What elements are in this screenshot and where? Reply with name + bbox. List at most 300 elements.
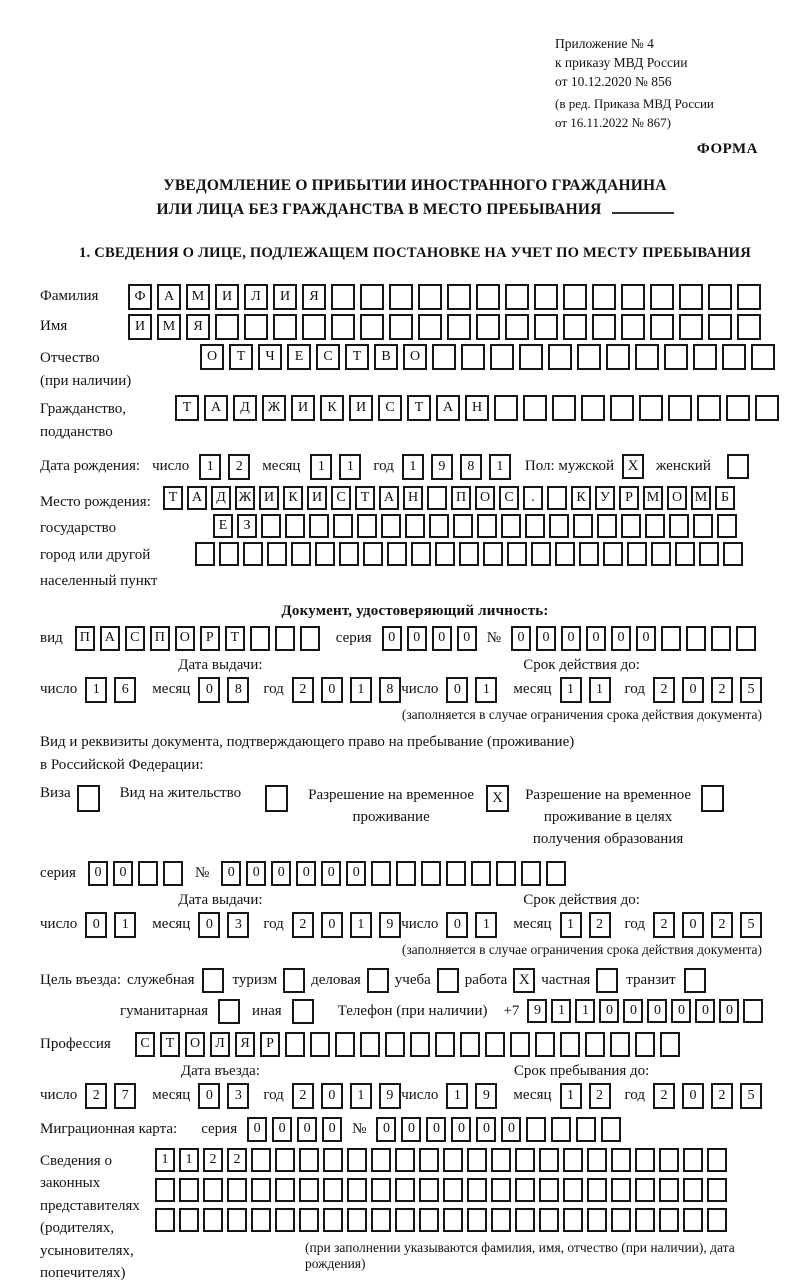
char-cell[interactable] [250, 626, 270, 651]
char-cell[interactable] [385, 1032, 405, 1057]
char-cell[interactable]: Л [244, 284, 268, 310]
char-cell[interactable] [501, 514, 521, 538]
temp-residence-edu-checkbox[interactable] [701, 785, 724, 812]
char-cell[interactable] [587, 1208, 607, 1232]
char-cell[interactable]: 2 [711, 912, 733, 938]
char-cell[interactable] [635, 344, 659, 370]
char-cell[interactable] [477, 514, 497, 538]
char-cell[interactable] [299, 1178, 319, 1202]
char-cell[interactable]: Ф [128, 284, 152, 310]
char-cell[interactable] [515, 1178, 535, 1202]
char-cell[interactable] [396, 861, 416, 886]
char-cell[interactable] [419, 1148, 439, 1172]
char-cell[interactable]: 3 [227, 1083, 249, 1109]
char-cell[interactable]: Н [403, 486, 423, 510]
char-cell[interactable] [669, 514, 689, 538]
char-cell[interactable]: 1 [560, 912, 582, 938]
char-cell[interactable]: 0 [346, 861, 366, 886]
char-cell[interactable]: П [451, 486, 471, 510]
char-cell[interactable] [273, 314, 297, 340]
char-cell[interactable] [419, 1208, 439, 1232]
char-cell[interactable] [371, 1208, 391, 1232]
char-cell[interactable] [597, 514, 617, 538]
char-cell[interactable] [661, 626, 681, 651]
char-cell[interactable] [659, 1148, 679, 1172]
char-cell[interactable]: 0 [599, 999, 619, 1023]
char-cell[interactable]: И [291, 395, 315, 421]
citizenship-input[interactable] [175, 395, 779, 421]
char-cell[interactable] [611, 1148, 631, 1172]
char-cell[interactable] [389, 284, 413, 310]
char-cell[interactable] [515, 1148, 535, 1172]
char-cell[interactable]: О [175, 626, 195, 651]
char-cell[interactable] [650, 314, 674, 340]
char-cell[interactable] [163, 861, 183, 886]
char-cell[interactable] [534, 314, 558, 340]
char-cell[interactable] [491, 1148, 511, 1172]
char-cell[interactable] [227, 1208, 247, 1232]
char-cell[interactable]: З [237, 514, 257, 538]
char-cell[interactable] [659, 1178, 679, 1202]
char-cell[interactable]: Н [465, 395, 489, 421]
char-cell[interactable]: И [349, 395, 373, 421]
stay-doc-issue-day-input[interactable] [85, 912, 136, 938]
char-cell[interactable]: Р [260, 1032, 280, 1057]
char-cell[interactable] [315, 542, 335, 566]
char-cell[interactable] [573, 514, 593, 538]
char-cell[interactable] [519, 344, 543, 370]
birth-year-input[interactable] [402, 454, 511, 480]
char-cell[interactable] [395, 1178, 415, 1202]
char-cell[interactable]: 2 [653, 1083, 675, 1109]
char-cell[interactable] [179, 1208, 199, 1232]
char-cell[interactable] [548, 344, 572, 370]
char-cell[interactable] [664, 344, 688, 370]
char-cell[interactable] [592, 314, 616, 340]
char-cell[interactable]: 1 [489, 454, 511, 480]
char-cell[interactable] [476, 284, 500, 310]
purpose-business-checkbox[interactable] [367, 968, 389, 993]
char-cell[interactable] [267, 542, 287, 566]
char-cell[interactable] [639, 395, 663, 421]
char-cell[interactable] [395, 1208, 415, 1232]
char-cell[interactable] [476, 314, 500, 340]
char-cell[interactable] [483, 542, 503, 566]
char-cell[interactable] [323, 1178, 343, 1202]
stay-doc-valid-year-input[interactable] [653, 912, 762, 938]
char-cell[interactable]: А [157, 284, 181, 310]
migration-card-number-input[interactable] [376, 1117, 621, 1142]
migration-card-series-input[interactable] [247, 1117, 342, 1142]
char-cell[interactable] [547, 486, 567, 510]
identity-valid-year-input[interactable] [653, 677, 762, 703]
char-cell[interactable] [563, 1208, 583, 1232]
char-cell[interactable] [531, 542, 551, 566]
char-cell[interactable] [395, 1148, 415, 1172]
char-cell[interactable] [387, 542, 407, 566]
char-cell[interactable]: К [283, 486, 303, 510]
char-cell[interactable]: П [150, 626, 170, 651]
purpose-work-checkbox[interactable]: X [513, 968, 535, 993]
char-cell[interactable]: 1 [339, 454, 361, 480]
char-cell[interactable] [323, 1208, 343, 1232]
char-cell[interactable] [432, 344, 456, 370]
char-cell[interactable]: 6 [114, 677, 136, 703]
char-cell[interactable]: Л [210, 1032, 230, 1057]
birth-place-input-row3[interactable] [195, 542, 743, 566]
char-cell[interactable]: Т [225, 626, 245, 651]
char-cell[interactable] [675, 542, 695, 566]
char-cell[interactable]: 0 [322, 1117, 342, 1142]
char-cell[interactable] [275, 1178, 295, 1202]
char-cell[interactable] [611, 1208, 631, 1232]
char-cell[interactable]: 0 [611, 626, 631, 651]
char-cell[interactable] [683, 1148, 703, 1172]
char-cell[interactable]: 0 [246, 861, 266, 886]
char-cell[interactable] [736, 626, 756, 651]
char-cell[interactable] [347, 1208, 367, 1232]
char-cell[interactable] [743, 999, 763, 1023]
char-cell[interactable] [635, 1208, 655, 1232]
char-cell[interactable] [371, 1178, 391, 1202]
char-cell[interactable] [549, 514, 569, 538]
stay-doc-issue-month-input[interactable] [198, 912, 249, 938]
char-cell[interactable] [621, 284, 645, 310]
char-cell[interactable] [601, 1117, 621, 1142]
char-cell[interactable] [331, 314, 355, 340]
char-cell[interactable] [389, 314, 413, 340]
char-cell[interactable] [335, 1032, 355, 1057]
char-cell[interactable] [668, 395, 692, 421]
char-cell[interactable]: 2 [292, 912, 314, 938]
birth-month-input[interactable] [310, 454, 361, 480]
char-cell[interactable] [453, 514, 473, 538]
char-cell[interactable]: 0 [198, 677, 220, 703]
char-cell[interactable]: 1 [475, 912, 497, 938]
char-cell[interactable]: 0 [271, 861, 291, 886]
char-cell[interactable]: . [523, 486, 543, 510]
char-cell[interactable]: Р [200, 626, 220, 651]
char-cell[interactable]: 0 [382, 626, 402, 651]
char-cell[interactable] [219, 542, 239, 566]
char-cell[interactable]: 0 [297, 1117, 317, 1142]
char-cell[interactable] [261, 514, 281, 538]
char-cell[interactable] [551, 1117, 571, 1142]
char-cell[interactable] [460, 1032, 480, 1057]
char-cell[interactable]: А [100, 626, 120, 651]
char-cell[interactable]: И [128, 314, 152, 340]
char-cell[interactable]: 1 [551, 999, 571, 1023]
char-cell[interactable] [577, 344, 601, 370]
char-cell[interactable] [447, 284, 471, 310]
char-cell[interactable]: М [186, 284, 210, 310]
char-cell[interactable] [446, 861, 466, 886]
char-cell[interactable] [155, 1178, 175, 1202]
char-cell[interactable]: Т [160, 1032, 180, 1057]
purpose-tourism-checkbox[interactable] [283, 968, 305, 993]
char-cell[interactable] [611, 1178, 631, 1202]
stay-until-month-input[interactable] [560, 1083, 611, 1109]
char-cell[interactable]: 0 [401, 1117, 421, 1142]
char-cell[interactable] [525, 514, 545, 538]
char-cell[interactable] [606, 344, 630, 370]
char-cell[interactable] [291, 542, 311, 566]
char-cell[interactable]: 1 [350, 912, 372, 938]
char-cell[interactable] [697, 395, 721, 421]
char-cell[interactable] [467, 1208, 487, 1232]
char-cell[interactable]: 0 [426, 1117, 446, 1142]
char-cell[interactable] [563, 314, 587, 340]
sex-female-checkbox[interactable] [727, 454, 749, 479]
char-cell[interactable]: С [499, 486, 519, 510]
char-cell[interactable] [421, 861, 441, 886]
identity-doc-number-input[interactable] [511, 626, 756, 651]
char-cell[interactable]: С [378, 395, 402, 421]
char-cell[interactable] [592, 284, 616, 310]
char-cell[interactable] [737, 284, 761, 310]
char-cell[interactable]: И [307, 486, 327, 510]
char-cell[interactable]: 8 [227, 677, 249, 703]
char-cell[interactable] [651, 542, 671, 566]
char-cell[interactable] [381, 514, 401, 538]
char-cell[interactable] [243, 542, 263, 566]
char-cell[interactable] [309, 514, 329, 538]
purpose-study-checkbox[interactable] [437, 968, 459, 993]
char-cell[interactable]: 2 [228, 454, 250, 480]
char-cell[interactable] [546, 861, 566, 886]
legal-reps-input-row3[interactable] [155, 1208, 790, 1232]
stay-doc-series-input[interactable] [88, 861, 183, 886]
char-cell[interactable]: 0 [671, 999, 691, 1023]
char-cell[interactable]: 0 [636, 626, 656, 651]
char-cell[interactable] [650, 284, 674, 310]
char-cell[interactable]: Т [345, 344, 369, 370]
char-cell[interactable] [427, 486, 447, 510]
char-cell[interactable]: 5 [740, 1083, 762, 1109]
char-cell[interactable]: И [259, 486, 279, 510]
char-cell[interactable]: И [215, 284, 239, 310]
char-cell[interactable] [496, 861, 516, 886]
char-cell[interactable] [227, 1178, 247, 1202]
char-cell[interactable] [621, 514, 641, 538]
char-cell[interactable] [251, 1178, 271, 1202]
char-cell[interactable] [419, 1178, 439, 1202]
phone-input[interactable] [527, 999, 763, 1023]
char-cell[interactable]: Я [186, 314, 210, 340]
birth-place-input-row2[interactable] [213, 514, 743, 538]
char-cell[interactable] [711, 626, 731, 651]
char-cell[interactable] [679, 284, 703, 310]
char-cell[interactable] [418, 314, 442, 340]
char-cell[interactable] [360, 314, 384, 340]
char-cell[interactable]: 0 [407, 626, 427, 651]
char-cell[interactable]: 5 [740, 912, 762, 938]
given-name-input[interactable] [128, 314, 761, 340]
char-cell[interactable] [707, 1148, 727, 1172]
char-cell[interactable] [179, 1178, 199, 1202]
char-cell[interactable]: О [403, 344, 427, 370]
char-cell[interactable]: И [273, 284, 297, 310]
char-cell[interactable]: 1 [560, 677, 582, 703]
entry-month-input[interactable] [198, 1083, 249, 1109]
char-cell[interactable]: Я [302, 284, 326, 310]
purpose-transit-checkbox[interactable] [684, 968, 706, 993]
char-cell[interactable] [563, 1148, 583, 1172]
char-cell[interactable] [635, 1178, 655, 1202]
char-cell[interactable]: М [157, 314, 181, 340]
char-cell[interactable] [347, 1148, 367, 1172]
char-cell[interactable] [621, 314, 645, 340]
char-cell[interactable]: Р [619, 486, 639, 510]
char-cell[interactable] [443, 1208, 463, 1232]
char-cell[interactable]: 0 [113, 861, 133, 886]
char-cell[interactable]: 0 [457, 626, 477, 651]
char-cell[interactable] [708, 284, 732, 310]
identity-doc-kind-input[interactable] [75, 626, 320, 651]
char-cell[interactable]: 2 [203, 1148, 223, 1172]
legal-reps-input-row2[interactable] [155, 1178, 790, 1202]
residence-permit-checkbox[interactable] [265, 785, 288, 812]
char-cell[interactable] [515, 1208, 535, 1232]
char-cell[interactable]: 2 [589, 912, 611, 938]
char-cell[interactable]: 0 [561, 626, 581, 651]
char-cell[interactable]: Т [355, 486, 375, 510]
char-cell[interactable] [726, 395, 750, 421]
char-cell[interactable]: 0 [198, 912, 220, 938]
char-cell[interactable]: 0 [432, 626, 452, 651]
char-cell[interactable]: Ч [258, 344, 282, 370]
char-cell[interactable] [635, 1148, 655, 1172]
char-cell[interactable] [494, 395, 518, 421]
char-cell[interactable] [507, 542, 527, 566]
char-cell[interactable]: 1 [589, 677, 611, 703]
char-cell[interactable]: Б [715, 486, 735, 510]
char-cell[interactable] [360, 1032, 380, 1057]
char-cell[interactable]: 0 [85, 912, 107, 938]
char-cell[interactable] [539, 1148, 559, 1172]
char-cell[interactable]: С [331, 486, 351, 510]
char-cell[interactable] [534, 284, 558, 310]
char-cell[interactable] [587, 1148, 607, 1172]
char-cell[interactable]: У [595, 486, 615, 510]
char-cell[interactable]: 0 [321, 677, 343, 703]
char-cell[interactable] [560, 1032, 580, 1057]
char-cell[interactable] [679, 314, 703, 340]
char-cell[interactable]: 1 [560, 1083, 582, 1109]
char-cell[interactable] [467, 1178, 487, 1202]
char-cell[interactable]: Д [211, 486, 231, 510]
char-cell[interactable]: С [135, 1032, 155, 1057]
char-cell[interactable] [443, 1178, 463, 1202]
char-cell[interactable]: 0 [695, 999, 715, 1023]
char-cell[interactable] [585, 1032, 605, 1057]
identity-issue-month-input[interactable] [198, 677, 249, 703]
char-cell[interactable]: 0 [682, 677, 704, 703]
char-cell[interactable] [707, 1178, 727, 1202]
char-cell[interactable]: О [185, 1032, 205, 1057]
char-cell[interactable]: 2 [711, 1083, 733, 1109]
legal-reps-input-row1[interactable] [155, 1148, 790, 1172]
char-cell[interactable] [717, 514, 737, 538]
char-cell[interactable] [435, 1032, 455, 1057]
char-cell[interactable] [555, 542, 575, 566]
char-cell[interactable]: 0 [272, 1117, 292, 1142]
char-cell[interactable]: 9 [527, 999, 547, 1023]
char-cell[interactable]: 1 [350, 1083, 372, 1109]
char-cell[interactable]: М [691, 486, 711, 510]
char-cell[interactable]: 2 [711, 677, 733, 703]
char-cell[interactable]: 3 [227, 912, 249, 938]
char-cell[interactable] [627, 542, 647, 566]
char-cell[interactable] [275, 1148, 295, 1172]
char-cell[interactable] [563, 284, 587, 310]
char-cell[interactable] [435, 542, 455, 566]
char-cell[interactable] [339, 542, 359, 566]
char-cell[interactable]: 1 [402, 454, 424, 480]
char-cell[interactable]: В [374, 344, 398, 370]
char-cell[interactable]: С [125, 626, 145, 651]
char-cell[interactable]: 0 [647, 999, 667, 1023]
char-cell[interactable] [155, 1208, 175, 1232]
char-cell[interactable] [275, 1208, 295, 1232]
patronymic-input[interactable] [200, 344, 775, 370]
char-cell[interactable]: О [667, 486, 687, 510]
char-cell[interactable] [251, 1208, 271, 1232]
char-cell[interactable] [539, 1178, 559, 1202]
char-cell[interactable]: А [204, 395, 228, 421]
char-cell[interactable] [418, 284, 442, 310]
char-cell[interactable]: 0 [511, 626, 531, 651]
char-cell[interactable] [563, 1178, 583, 1202]
char-cell[interactable] [523, 395, 547, 421]
char-cell[interactable] [363, 542, 383, 566]
identity-issue-year-input[interactable] [292, 677, 401, 703]
char-cell[interactable] [347, 1178, 367, 1202]
char-cell[interactable] [505, 314, 529, 340]
char-cell[interactable] [526, 1117, 546, 1142]
char-cell[interactable] [490, 344, 514, 370]
char-cell[interactable]: 0 [682, 1083, 704, 1109]
char-cell[interactable]: Ж [235, 486, 255, 510]
char-cell[interactable]: 2 [85, 1083, 107, 1109]
char-cell[interactable]: 8 [379, 677, 401, 703]
char-cell[interactable] [443, 1148, 463, 1172]
char-cell[interactable] [491, 1208, 511, 1232]
char-cell[interactable]: Я [235, 1032, 255, 1057]
char-cell[interactable] [723, 542, 743, 566]
char-cell[interactable] [461, 344, 485, 370]
char-cell[interactable] [467, 1148, 487, 1172]
char-cell[interactable] [251, 1148, 271, 1172]
char-cell[interactable] [510, 1032, 530, 1057]
char-cell[interactable]: 1 [575, 999, 595, 1023]
char-cell[interactable]: 0 [321, 912, 343, 938]
char-cell[interactable] [751, 344, 775, 370]
char-cell[interactable] [405, 514, 425, 538]
char-cell[interactable] [491, 1178, 511, 1202]
char-cell[interactable] [299, 1208, 319, 1232]
char-cell[interactable]: 1 [114, 912, 136, 938]
stay-doc-number-input[interactable] [221, 861, 566, 886]
char-cell[interactable]: 1 [475, 677, 497, 703]
char-cell[interactable] [683, 1208, 703, 1232]
sex-male-checkbox[interactable]: X [622, 454, 644, 479]
char-cell[interactable]: 2 [653, 912, 675, 938]
char-cell[interactable]: 0 [198, 1083, 220, 1109]
char-cell[interactable]: 0 [719, 999, 739, 1023]
char-cell[interactable]: 0 [221, 861, 241, 886]
char-cell[interactable]: К [571, 486, 591, 510]
